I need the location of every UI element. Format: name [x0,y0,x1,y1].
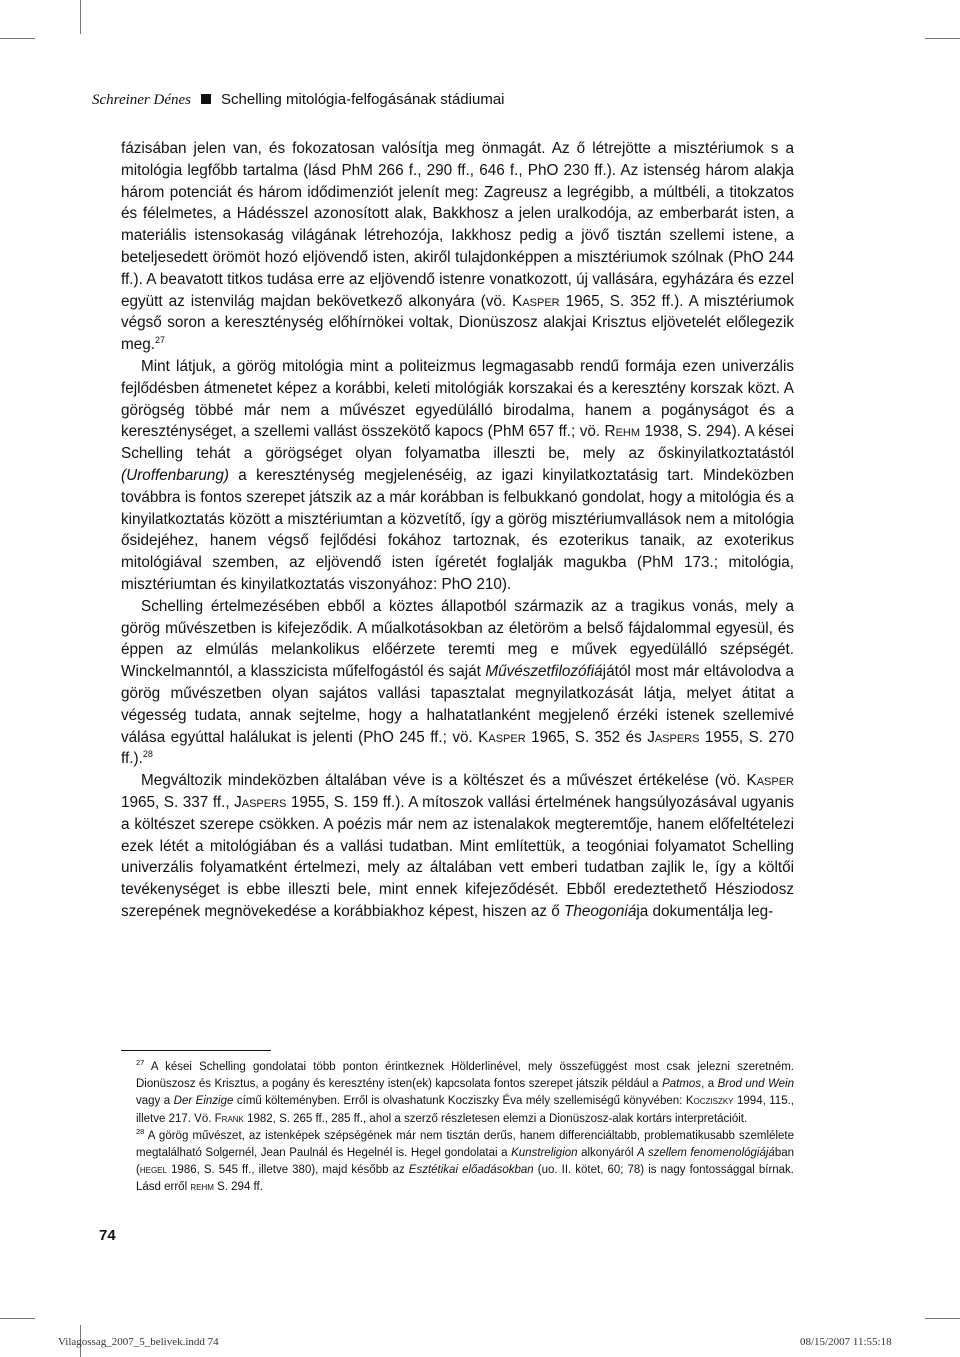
footnote-27: $^{27}$ A kései Schelling gondolatai több ponton érintkeznek Hölderlinével, mely összefüggést most csak jelezni szeretném. Dionüszosz és Krisztus, a pogány és keresztény isten(ek) kapcsolata fontos szerepet játszik például a Patmos, a Brod und Wein vagy a Der Einzige című költeményben. Erről is olvashatunk Kocziszky Éva mély szellemiségű könyvében: Kocziszky 1994, 115., illetve 217. Vö. Frank 1982, S. 265 ff., 285 ff., ahol a szerző részletesen elemzi a Dionüszosz-alak kortárs interpretációit. [136,1058,795,1125]
paragraph: Schelling értelmezésében ebből a köztes állapotból származik az a tragikus vonás, mely a görög művészetben is kifejeződik. A műalkotásokban az életöröm a belső fájdalommal egyesül, és éppen az elmúlás melankolikus előérzete teremti meg e művek egyedülálló szépségét. Winckelmanntól, a klasszicista műfelfogástól és saját Művészetfilozófiájától most már eltávolodva a görög művészetben olyan sajátos vallási tapasztalat megnyilatkozását látja, melyet átitat a végesség tudata, annak sejtelme, hogy a halhatatlanként megjelenő érzéki istenek szellemivé válása egyúttal halálukat is jelenti (PhO 245 ff.; vö. Kasper 1965, S. 352 és Jaspers 1955, S. 270 ff.).$^{28}$ [121,597,794,768]
crop-mark [0,1318,35,1319]
footnote-28: $^{28}$ A görög művészet, az istenképek szépségének már nem tisztán derűs, hanem differenciáltabb, problematikusabb szemlélete megtalálható Solgernél, Jean Paulnál és Hegelnél is. Hegel gondolatai a Kunstreligion alkonyáról A szellem fenomenológiájában (hegel 1986, S. 545 ff., illetve 380), majd később az Esztétikai előadásokban (uo. II. kötet, 60; 78) is nagy fontossággal bírnak. Lásd erről rehm S. 294 ff. [136,1126,795,1194]
page-number: 74 [99,1227,116,1244]
running-header [92,91,505,109]
crop-mark [80,0,81,34]
crop-mark [925,38,960,39]
header-author: Schreiner Dénes [92,92,191,108]
footnotes [136,1059,794,1197]
paragraph: Mint látjuk, a görög mitológia mint a politeizmus legmagasabb rendű formája ezen univerzális fejlődésben átmenetet képez a korábbi, keleti mitológiák korszakai és a keresztény korszak közt. A görögség többé már nem a művészet egyedülálló birodalma, hanem a pogányságot és a kereszténységet, a szellemi vallást összekötő kapocs (PhM 657 ff.; vö. Rehm 1938, S. 294). A kései Schelling tehát a görögséget olyan folyamatba illeszti be, mely az őskinyilatkoztatástól (Uroffenbarung) a kereszténység megjelenéséig, az igazi kinyilatkoztatásig tart. Mindeközben továbbra is fontos szerepet játszik az a már korábban is felbukkanó gondolat, hogy a mitológia és a kinyilatkoztatás között a misztériumtan a közvetítő, így a görög misztériumvallások nem a mitológia ősidejéhez, hanem végső fejlődési fokához tartoznak, és ezoterikus tanaik, az exoterikus mitológiával szemben, az eljövendő isten ígéretét foglalják magukba (PhM 173.; mitológia, misztériumtan és kinyilatkoztatás viszonyához: PhO 210). [121,357,794,593]
paragraph: fázisában jelen van, és fokozatosan valósítja meg önmagát. Az ő létrejötte a misztériumok s a mitológia legfőbb tartalma (lásd PhM 266 f., 290 ff., 646 f., PhO 230 ff.). Az istenség három alakja három potenciát és három idődimenziót jelenít meg: Zagreusz a legrégibb, a múltbéli, a titokzatos és félelmetes, a Hádésszel azonosított alak, Bakkhosz a jelen uralkodója, az emberbarát isten, a materiális istensokaság világának létrehozója, Iakkhosz pedig a jövő tisztán szellemi istene, a beteljesedett örömöt hozó eljövendő isten, akiről tulajdonképpen a misztériumok szólnak (PhO 244 ff.). A beavatott titkos tudása erre az eljövendő istenre vonatkozott, új vallására, egyházára és ezzel együtt az istenvilág majdan bekövetkező alkonyára (vö. Kasper 1965, S. 352 ff.). A misztériumok végső soron a kereszténység előhírnökei voltak, Dionüszosz alakjai Krisztus eljövetelét előlegezik meg.$^{27}$ [121,140,794,354]
header-title: Schelling mitológia-felfogásának stádiumai [221,91,505,108]
crop-mark [0,38,35,39]
slug-filename: Vilagossag_2007_5_belivek.indd 74 [58,1336,219,1348]
slug-timestamp: 08/15/2007 11:55:18 [800,1336,892,1348]
footnote-rule [121,1050,271,1051]
paragraph: Megváltozik mindeközben általában véve is a költészet és a művészet értékelése (vö. Kasper 1965, S. 337 ff., Jaspers 1955, S. 159 ff.). A mítoszok vallási értelmének hangsúlyozásával ugyanis a költészet szerepe csökken. A poézis már nem az istenalakok megteremtője, hanem előfeltételezi ezek létét a mitológiában és a vallási tudatban. Mint említettük, a teogóniai folyamatot Schelling univerzális folyamatként értelmezi, mely az általában vett emberi tudatban zajlik le, így a költői tevékenységet is ebbe illeszti bele, mint ennek kifejeződését. Ebből eredeztethető Hésziodosz szerepének megnövekedése a korábbiakhoz képest, hiszen az ő Theogoniája dokumentálja leg- [121,772,794,920]
crop-mark [925,1318,960,1319]
main-text [121,138,794,923]
square-bullet-icon [201,94,211,104]
